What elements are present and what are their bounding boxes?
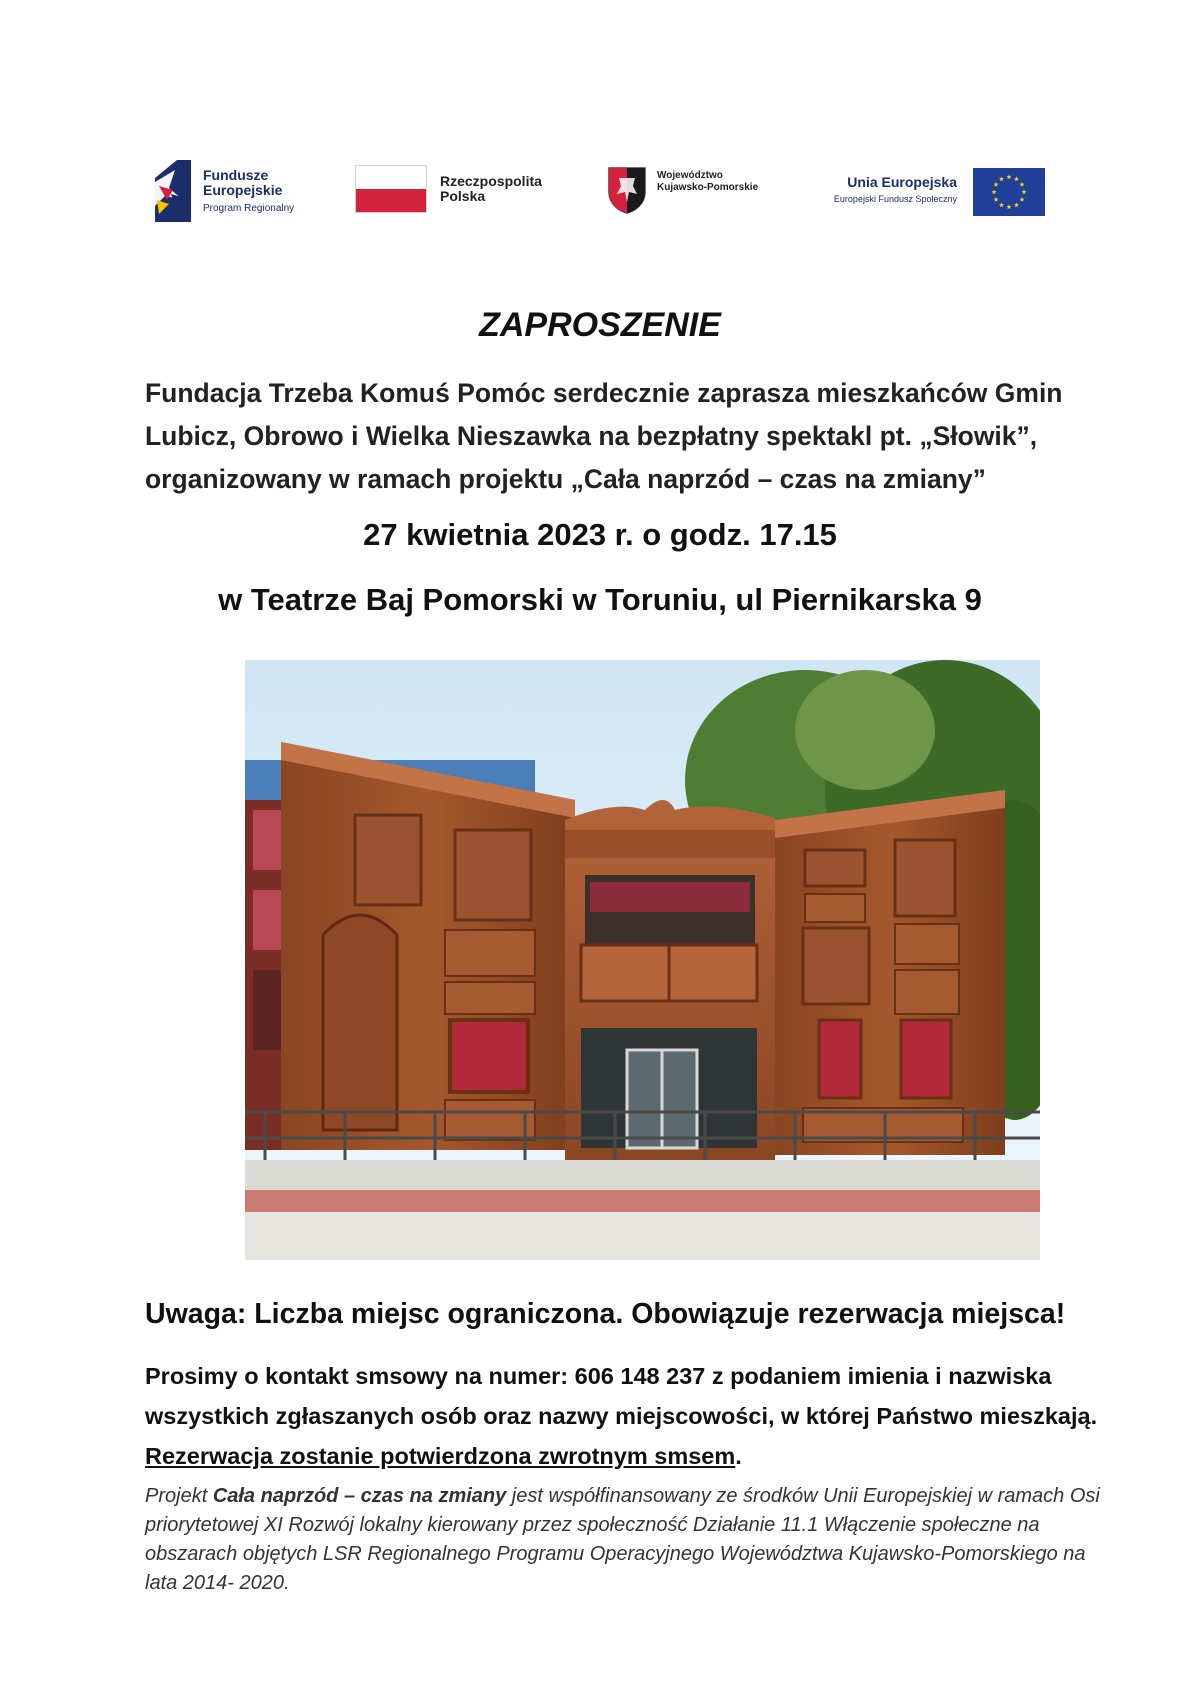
logo-bar [155,158,1045,228]
fundusze-europejskie-logo [155,158,315,228]
fe-line1: Fundusze [203,167,269,183]
kp-line1: Województwo [657,170,723,181]
project-name: Cała naprzód – czas na zmiany [212,1485,507,1507]
rp-line1: Rzeczpospolita [440,173,542,189]
invitation-intro: Fundacja Trzeba Komuś Pomóc serdecznie zaprasza mieszkańców Gmin Lubicz, Obrowo i Wielka Nieszawka na bezpłatny spektakl pt. „Słowik”, organizowany w ramach projektu „Cała naprzód – czas na zmiany” [145,378,1063,494]
footnote-body: jest współfinansowany ze środków Unii Europejskiej w ramach Osi priorytetowej XI Rozwój lokalny kierowany przez społeczność Działanie 11.1 Włączenie społeczne na obszarach objętych LSR Regionalnego Programu Operacyjnego Województwa Kujawsko-Pomorskiego na lata 2014- 2020. [145,1485,1100,1594]
footnote-prefix: Projekt [145,1485,213,1507]
confirmation-note: Rezerwacja zostanie potwierdzona zwrotnym smsem [145,1443,736,1469]
kujawsko-pomorskie-logo [607,158,777,228]
unia-europejska-logo [813,158,1045,228]
eu-flag [973,168,1045,216]
contact-period: . [735,1443,742,1469]
event-location: w Teatrze Baj Pomorski w Toruniu, ul Piernikarska 9 [218,582,982,617]
rp-line2: Polska [440,188,486,204]
page-title: ZAPROSZENIE [479,306,721,344]
event-date: 27 kwietnia 2023 r. o godz. 17.15 [363,517,837,552]
ue-subtitle: Europejski Fundusz Społeczny [833,194,957,204]
regional-crest-icon [607,166,647,214]
fe-line2: Europejskie [203,182,283,198]
theatre-facade-photo [245,660,1040,1260]
funds-star-icon [155,160,191,222]
contact-text: Prosimy o kontakt smsowy na numer: 606 148 237 z podaniem imienia i nazwiska wszystkich zgłaszanych osób oraz nazwy miejscowości, w której Państwo mieszkają. [145,1363,1098,1429]
funding-footnote [145,1482,1105,1598]
polish-flag [355,165,427,213]
contact-paragraph [145,1356,1105,1476]
fe-subtitle: Program Regionalny [203,203,295,214]
reservation-notice: Uwaga: Liczba miejsc ograniczona. Obowiązuje rezerwacja miejsca! [145,1298,1066,1330]
ue-title: Unia Europejska [847,174,957,190]
kp-line2: Kujawsko-Pomorskie [657,182,759,193]
rzeczpospolita-polska-logo [355,158,585,228]
